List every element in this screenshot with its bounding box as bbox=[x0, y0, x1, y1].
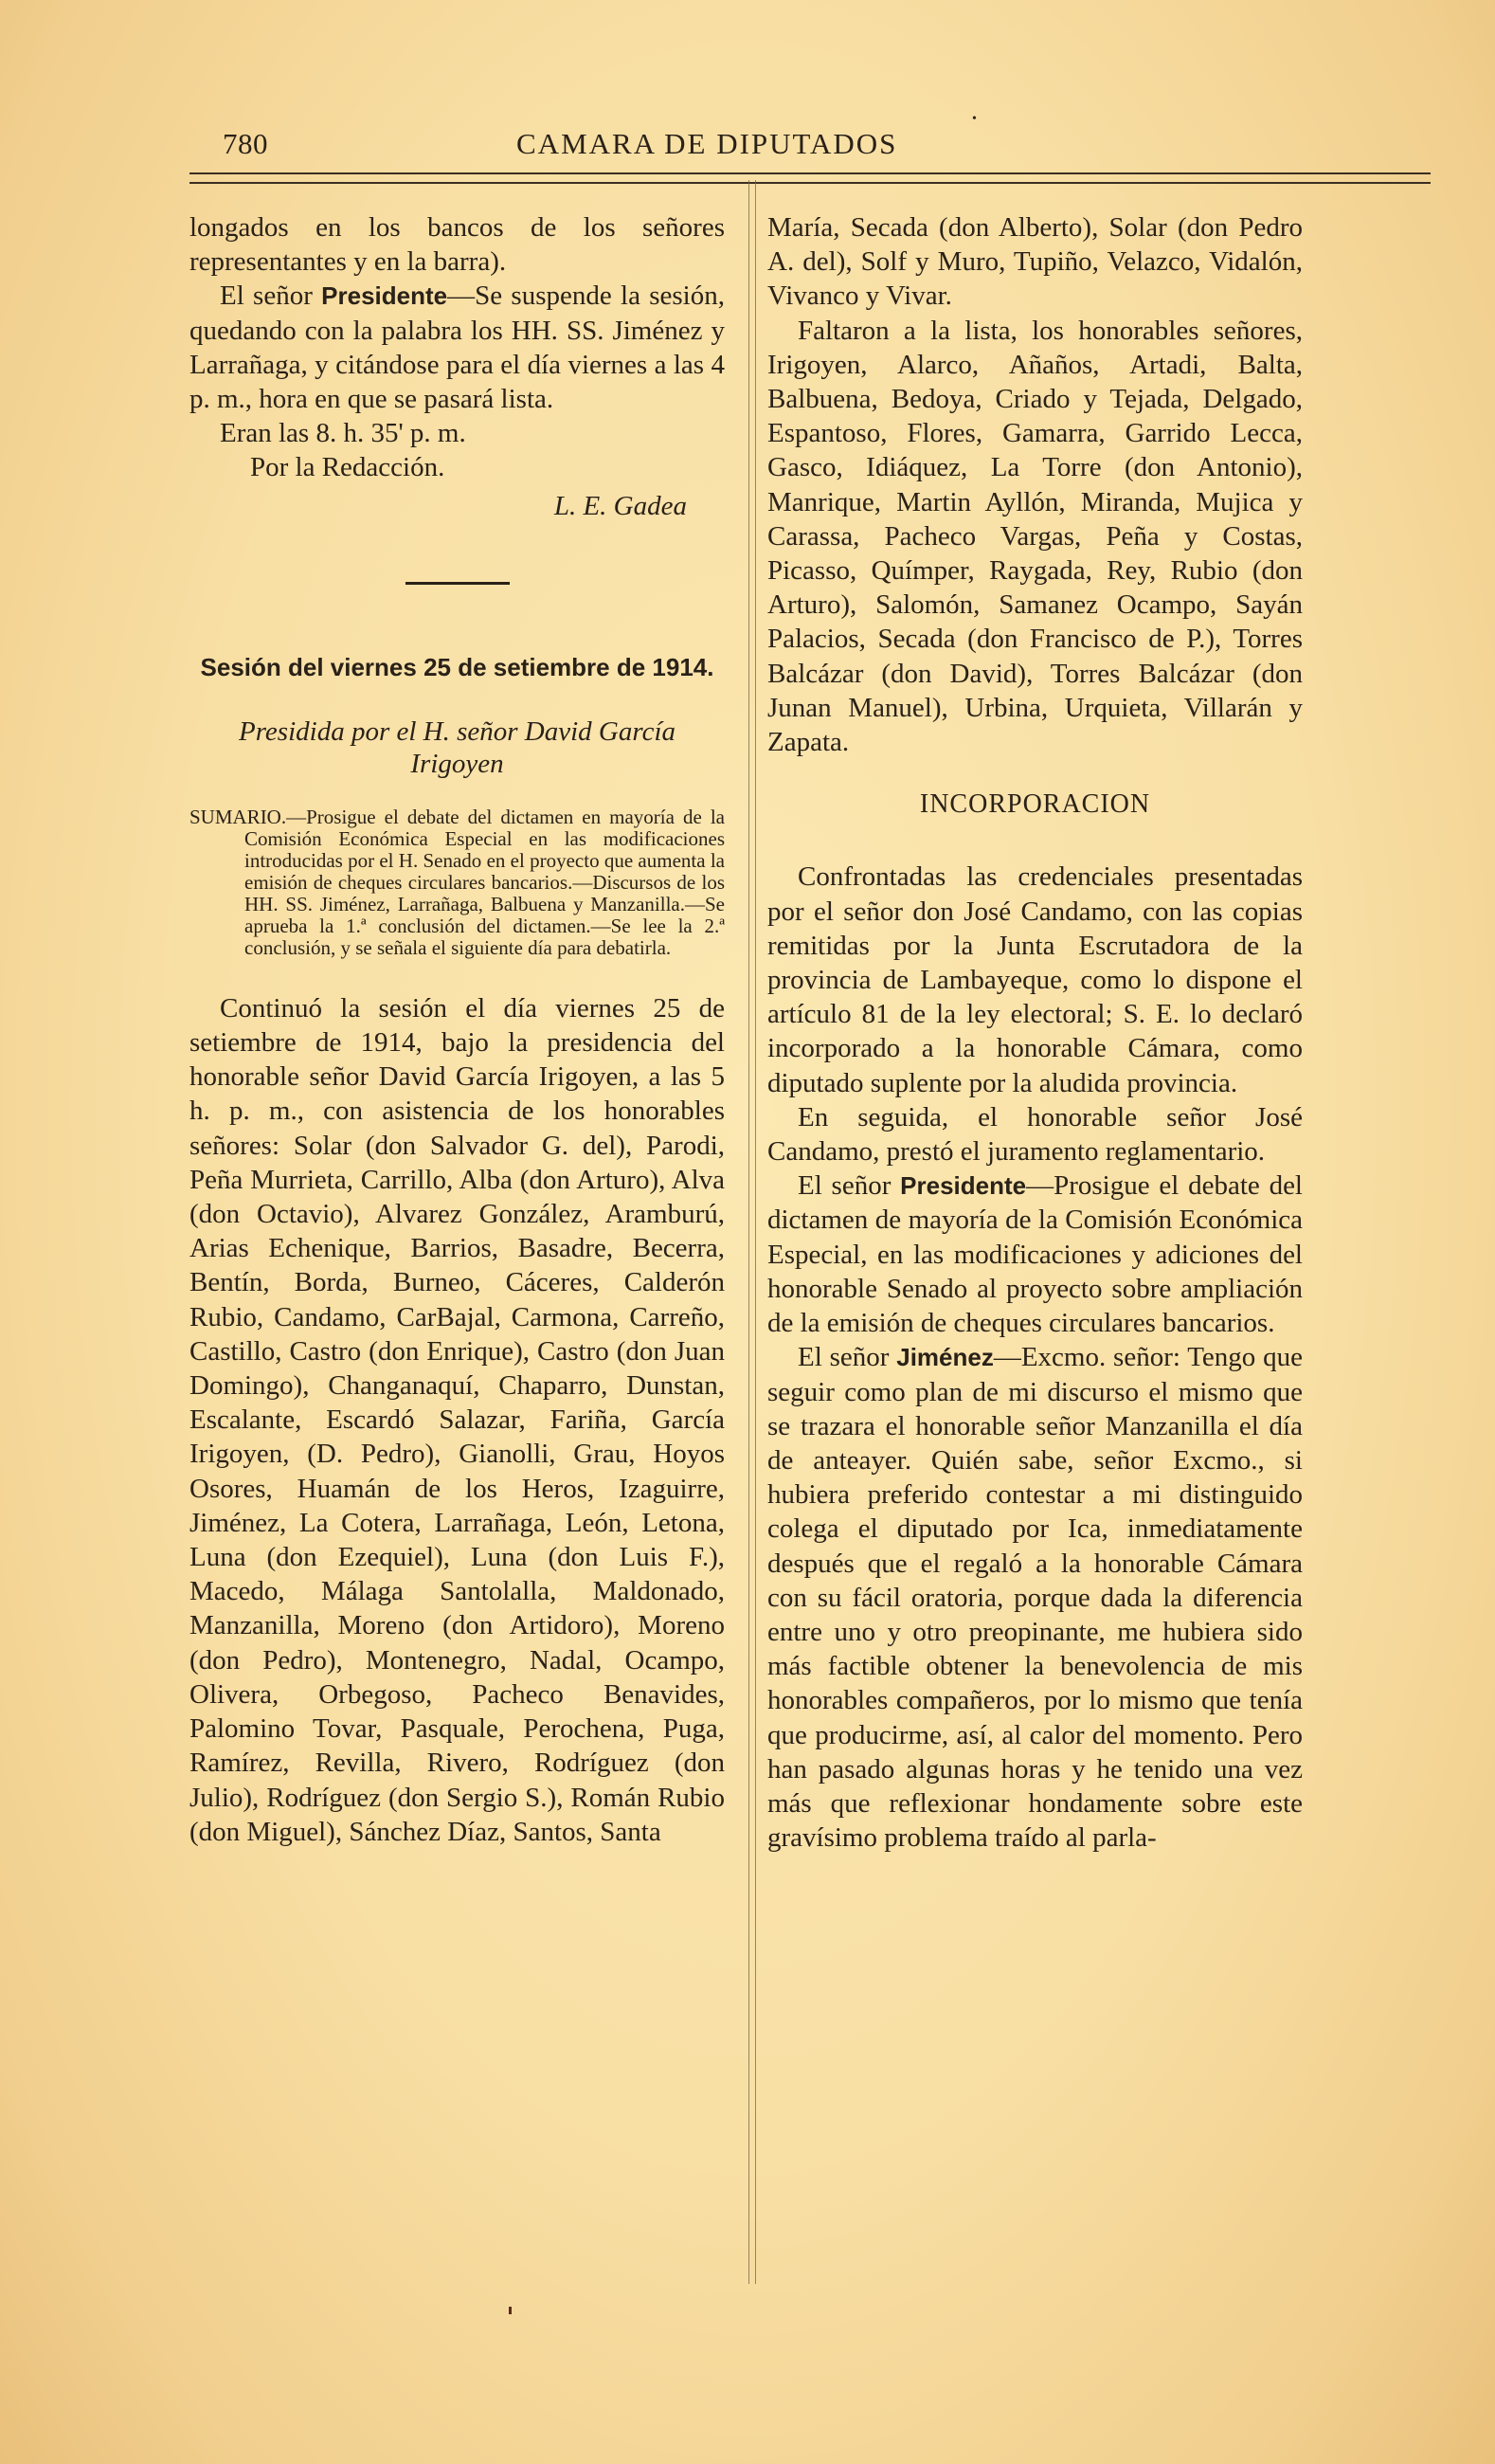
ink-mark bbox=[509, 2307, 512, 2314]
incorporation-paragraph: Confrontadas las credenciales presentadas por el señor don José Candamo, con las copias remitidas por la Junta Escrutadora de la provincia de Lambayeque, como lo dispone el artículo 81 de la ley electoral; S. E. lo declaró incorporado a la honorable Cámara, como diputado suplente por la aludida provincia. bbox=[767, 861, 1303, 1098]
speaker-prefix: El señor bbox=[220, 281, 322, 312]
summary-text: —Prosigue el debate del dictamen en mayoría de la Comisión Económica Especial en las modificaciones introducidas por el H. Senado en el proyecto que aumenta la emisión de cheques circulares bancarios.—Discursos de los HH. SS. Jiménez, Larrañaga, Balbuena y Manzanilla.—Se aprueba la 1.ª conclusión del dictamen.—Se lee la 2.ª conclusión, y se señala el siguiente día para debatirla. bbox=[244, 805, 725, 959]
speech-text: —Excmo. señor: Tengo que seguir como plan de mi discurso el mismo que se trazara el honorable señor Manzanilla el día de anteayer. Quién sabe, señor Excmo., si hubiera preferido contestar a mi distinguido colega el diputado por Ica, inmediatamente después que el regaló a la honorable Cámara con su fácil oratoria, porque dada la diferencia entre uno y otro preopinante, me hubiera sido más factible obtener la benevolencia de mis honorables compañeros, por lo mismo que tenía que producirme, así, al calor del momento. Pero han pasado algunas horas y he tenido una vez más que reflexionar hondamente sobre este gravísimo problema traído al parla- bbox=[767, 1342, 1303, 1854]
column-divider bbox=[748, 180, 756, 2284]
absentees-paragraph: Faltaron a la lista, los honorables señores, Irigoyen, Alarco, Añaños, Artadi, Balta, Balbuena, Bedoya, Criado y Tejada, Delgado, Espantoso, Flores, Gamarra, Garrido Lecca, Gasco, Idiáquez, La Torre (don Antonio), Manrique, Martin Ayllón, Miranda, Mujica y Carassa, Pacheco Vargas, Peña y Costas, Picasso, Químper, Raygada, Rey, Rubio (don Arturo), Salomón, Samanez Ocampo, Sayán Palacios, Secada (don Francisco de P.), Torres Balcázar (don David), Torres Balcázar (don Junan Manuel), Urbina, Urquieta, Villarán y Zapata. bbox=[767, 315, 1303, 758]
paragraph-jimenez-speech bbox=[767, 1340, 1303, 1855]
presided-by: Presidida por el H. señor David García Irigoyen bbox=[239, 716, 675, 779]
page-number: 780 bbox=[223, 127, 268, 160]
session-summary bbox=[189, 806, 725, 959]
speaker-prefix: El señor bbox=[798, 1342, 897, 1373]
speech-text: —Se suspende la sesión, quedando con la palabra los HH. SS. Jiménez y Larrañaga, y citándose para el día viernes a las 4 p. m., hora en que se pasará lista. bbox=[189, 281, 725, 415]
summary-label: SUMARIO. bbox=[189, 805, 287, 828]
section-heading: INCORPORACION bbox=[919, 789, 1151, 820]
attendance-continuation: María, Secada (don Alberto), Solar (don Pedro A. del), Solf y Muro, Tupiño, Velazco, Vidalón, Vivanco y Vivar. bbox=[767, 212, 1303, 312]
signature: L. E. Gadea bbox=[553, 490, 687, 521]
editorial-credit: Por la Redacción. bbox=[250, 452, 445, 483]
section-separator bbox=[405, 582, 510, 585]
attendance-paragraph: Continuó la sesión el día viernes 25 de setiembre de 1914, bajo la presidencia del honorable señor David García Irigoyen, a las 5 h. p. m., con asistencia de los honorables señores: Solar (don Salvador G. del), Parodi, Peña Murrieta, Carrillo, Alba (don Arturo), Alva (don Octavio), Alvarez González, Aramburú, Arias Echenique, Barrios, Basadre, Becerra, Bentín, Borda, Burneo, Cáceres, Calderón Rubio, Candamo, CarBajal, Carmona, Carreño, Castillo, Castro (don Enrique), Castro (don Juan Domingo), Changanaquí, Chaparro, Dunstan, Escalante, Escardó Salazar, Fariña, García Irigoyen, (D. Pedro), Gianolli, Grau, Hoyos Osores, Huamán de los Heros, Izaguirre, Jiménez, La Cotera, Larrañaga, León, Letona, Luna (don Ezequiel), Luna (don Luis F.), Macedo, Málaga Santolalla, Maldonado, Manzanilla, Moreno (don Artidoro), Moreno (don Pedro), Montenegro, Nadal, Ocampo, Olivera, Orbegoso, Pacheco Benavides, Palomino Tovar, Pasquale, Perochena, Puga, Ramírez, Revilla, Rivero, Rodríguez (don Julio), Rodríguez (don Sergio S.), Román Rubio (don Miguel), Sánchez Díaz, Santos, Santa bbox=[189, 992, 725, 1847]
oath-paragraph: En seguida, el honorable señor José Candamo, prestó el juramento reglamentario. bbox=[767, 1101, 1303, 1168]
right-column bbox=[767, 210, 1303, 1855]
header-double-rule bbox=[189, 172, 1431, 184]
session-title: Sesión del viernes 25 de setiembre de 1914. bbox=[200, 652, 714, 681]
left-column bbox=[189, 210, 725, 1849]
speaker-prefix: El señor bbox=[798, 1170, 901, 1202]
speaker-name: Jiménez bbox=[896, 1343, 994, 1372]
paragraph-president-speech bbox=[189, 279, 725, 416]
running-title: CAMARA DE DIPUTADOS bbox=[516, 127, 898, 160]
paragraph: longados en los bancos de los señores representantes y en la barra). bbox=[189, 212, 725, 278]
speech-text: —Prosigue el debate del dictamen de mayoría de la Comisión Económica Especial, en las modificaciones y adiciones del honorable Senado al proyecto sobre ampliación de la emisión de cheques circulares bancarios. bbox=[767, 1170, 1303, 1339]
paragraph-president-speech bbox=[767, 1169, 1303, 1340]
speaker-name: Presidente bbox=[900, 1171, 1027, 1201]
speaker-name: Presidente bbox=[321, 281, 448, 311]
ornament-icon: • bbox=[972, 112, 977, 126]
page-header bbox=[189, 112, 1438, 169]
closing-time: Eran las 8. h. 35' p. m. bbox=[220, 418, 466, 449]
